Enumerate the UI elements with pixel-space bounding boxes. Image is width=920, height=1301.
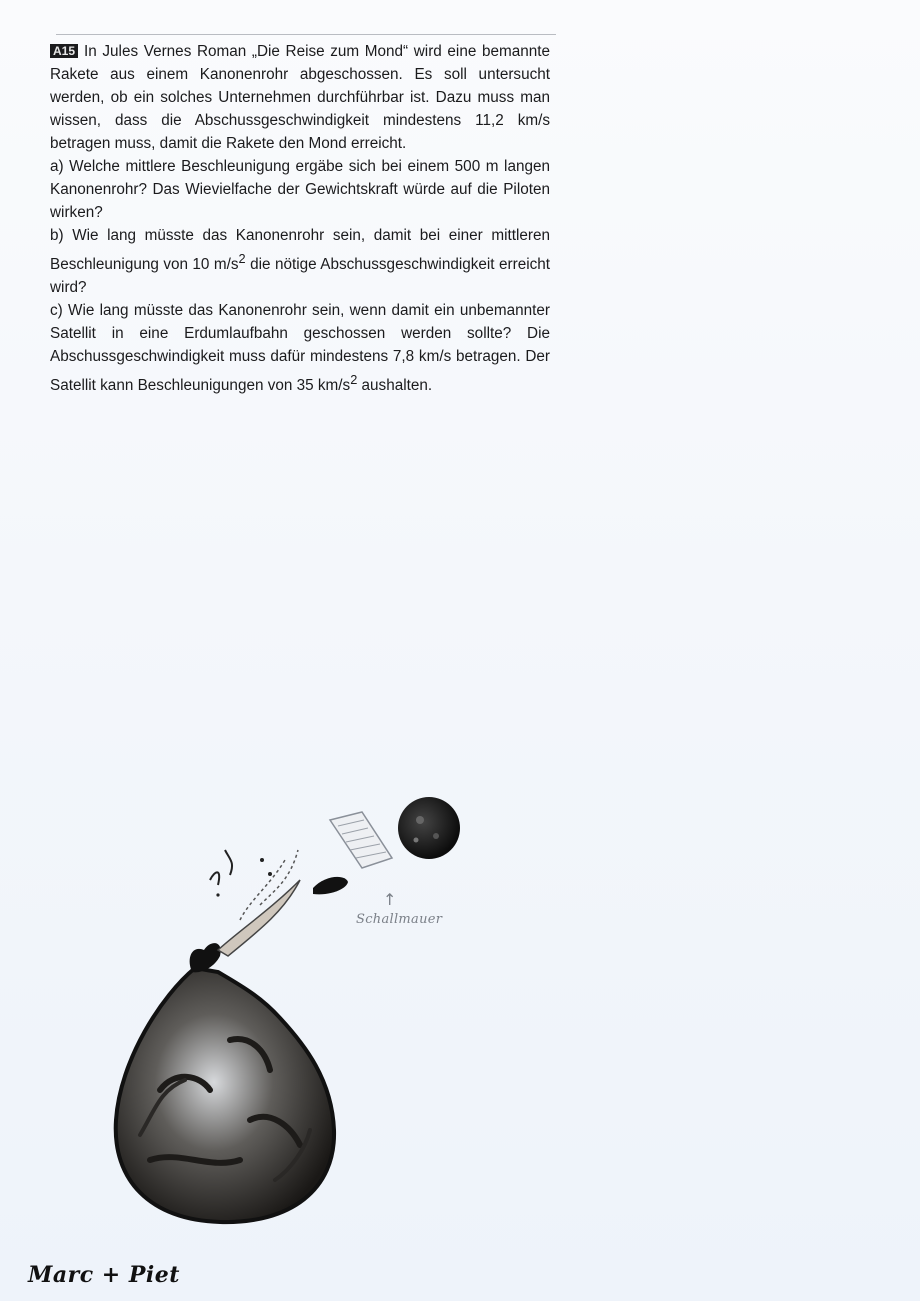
question-b-text-2: die nötige Abschussgeschwindigkeit erreicht wird?: [50, 256, 551, 297]
sound-barrier-drawing: [330, 812, 392, 868]
cannon-sack-drawing: [116, 943, 334, 1222]
superscript-2: 2: [350, 372, 358, 388]
question-c: [50, 299, 550, 397]
signature: Marc + Piet: [28, 1262, 180, 1288]
sound-barrier-label: Schallmauer: [356, 912, 443, 927]
exercise-intro: [50, 40, 550, 155]
question-a: a) Welche mittlere Beschleunigung ergäbe sich bei einem 500 m langen Kanonenrohr? Das Wievielfache der Gewichtskraft würde auf die Piloten wirken?: [50, 158, 550, 221]
ink-drawing: [100, 790, 480, 1240]
smoke-plume: [210, 850, 300, 956]
projectile-drawing: [313, 877, 348, 894]
top-rule: [56, 34, 556, 35]
sound-barrier-arrow: ↑: [383, 890, 397, 909]
question-c-text-2: aushalten.: [357, 377, 433, 395]
question-c-text-1: c) Wie lang müsste das Kanonenrohr sein, wenn damit ein unbemannter Satellit in eine Erdumlaufbahn geschossen werden sollte? Die Abschussgeschwindigkeit muss dafür mindestens 7,8 km/s betragen. Der Satellit kann Beschleunigungen von 35 km/s: [50, 302, 550, 395]
superscript-2: 2: [238, 251, 246, 266]
question-b: [50, 224, 550, 299]
exercise-text: [50, 40, 550, 397]
intro-text: In Jules Vernes Roman „Die Reise zum Mond“ wird eine bemannte Rakete aus einem Kanonenrohr abgeschossen. Es soll untersucht werden, ob ein solches Unternehmen durchführbar ist. Dazu muss man wissen, dass die Abschussgeschwindigkeit mindestens 11,2 km/s betragen muss, damit die Rakete den Mond erreicht.: [50, 43, 550, 152]
exercise-number-badge: A15: [50, 44, 78, 58]
moon-drawing: [398, 797, 460, 859]
question-b-text-1: b) Wie lang müsste das Kanonenrohr sein, damit bei einer mittleren Beschleunigung von 10 m/s: [50, 227, 550, 274]
